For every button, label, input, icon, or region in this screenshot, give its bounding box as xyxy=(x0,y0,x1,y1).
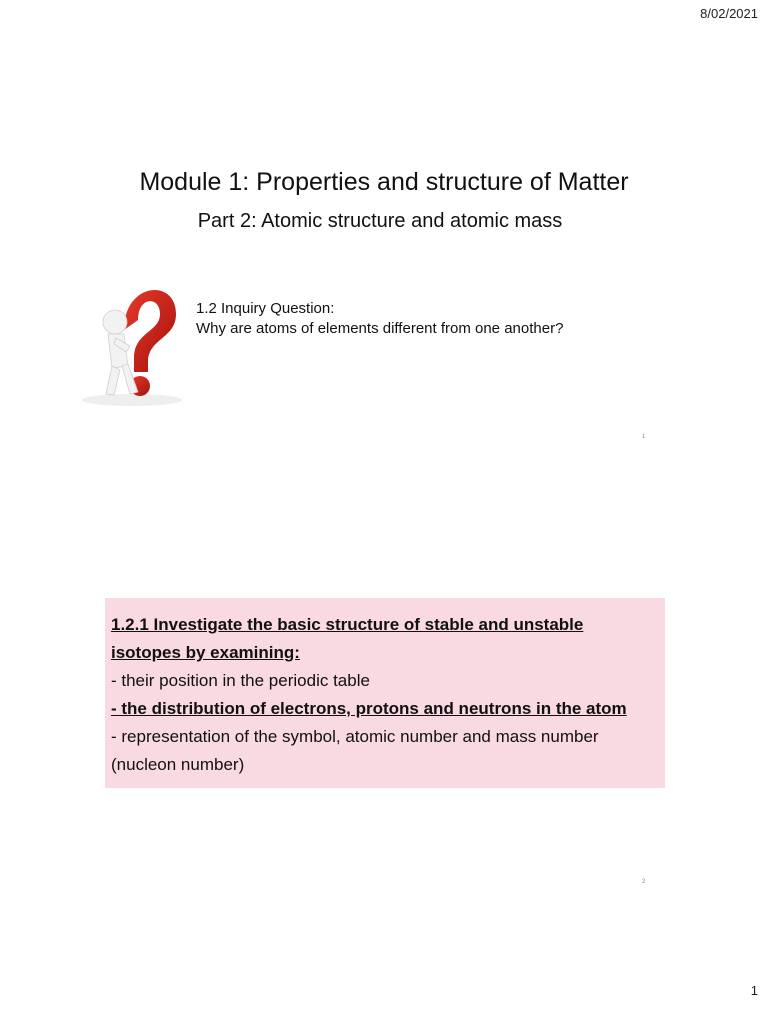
inquiry-question: Why are atoms of elements different from one another? xyxy=(196,320,564,337)
page-number: 1 xyxy=(750,983,758,998)
slide-subtitle: Part 2: Atomic structure and atomic mass xyxy=(197,210,563,232)
syllabus-dot-point-box xyxy=(105,598,665,788)
slide-number-2: 2 xyxy=(642,879,646,885)
syllabus-item-representation: - representation of the symbol, atomic number and mass number xyxy=(111,727,599,746)
question-mark-figure-icon xyxy=(72,272,192,410)
header-date: 8/02/2021 xyxy=(700,6,758,21)
syllabus-item-distribution: - the distribution of electrons, protons and neutrons in the atom xyxy=(111,699,627,718)
syllabus-heading-line2: isotopes by examining: xyxy=(111,643,300,662)
syllabus-item-nucleon-number: (nucleon number) xyxy=(111,755,245,774)
inquiry-question-block xyxy=(196,299,563,339)
slide-number-1: 1 xyxy=(642,434,646,440)
syllabus-item-periodic-table: - their position in the periodic table xyxy=(111,671,370,690)
syllabus-heading-line1: 1.2.1 Investigate the basic structure of stable and unstable xyxy=(111,615,584,634)
inquiry-label: 1.2 Inquiry Question: xyxy=(196,300,335,317)
slide-title: Module 1: Properties and structure of Matter xyxy=(139,168,629,196)
